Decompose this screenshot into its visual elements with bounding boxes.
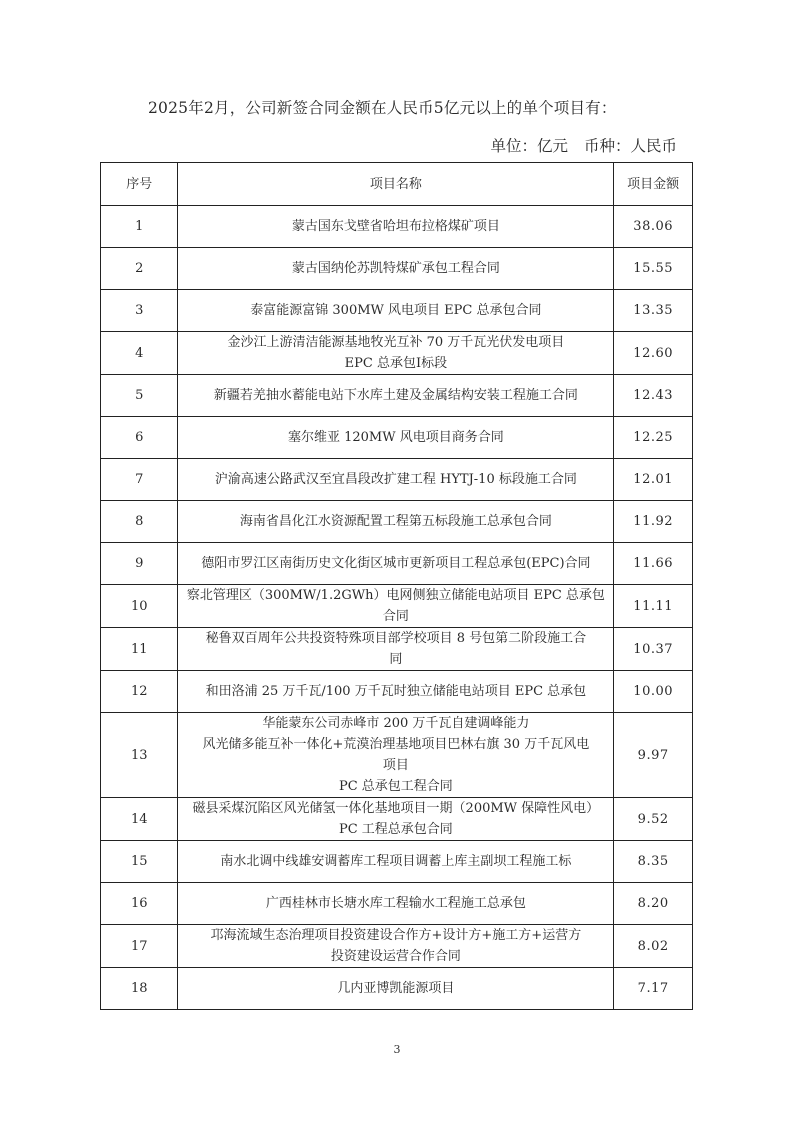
row-project-name bbox=[178, 248, 614, 290]
table-row bbox=[101, 206, 693, 248]
row-project-amount: 10.37 bbox=[614, 628, 693, 671]
project-name-line: 德阳市罗江区南街历史文化街区城市更新项目工程总承包(EPC)合同 bbox=[201, 556, 591, 571]
row-project-name bbox=[178, 417, 614, 459]
unit-note bbox=[490, 134, 677, 156]
row-project-name bbox=[178, 290, 614, 332]
table-row bbox=[101, 798, 693, 841]
row-project-name bbox=[178, 628, 614, 671]
table-row bbox=[101, 925, 693, 968]
project-name-line: 秘鲁双百周年公共投资特殊项目部学校项目 8 号包第二阶段施工合 bbox=[205, 631, 587, 646]
table-row bbox=[101, 713, 693, 798]
row-project-amount: 9.97 bbox=[614, 713, 693, 798]
project-name-line: 磁县采煤沉陷区风光储氢一体化基地项目一期（200MW 保障性风电） bbox=[192, 801, 600, 816]
row-serial: 5 bbox=[101, 375, 178, 417]
table-row bbox=[101, 883, 693, 925]
table-row bbox=[101, 375, 693, 417]
project-name-line: 沪渝高速公路武汉至宜昌段改扩建工程 HYTJ-10 标段施工合同 bbox=[214, 472, 577, 487]
row-project-name bbox=[178, 501, 614, 543]
row-project-amount: 38.06 bbox=[614, 206, 693, 248]
project-name-line: 泰富能源富锦 300MW 风电项目 EPC 总承包合同 bbox=[250, 303, 542, 318]
project-name-line: 和田洛浦 25 万千瓦/100 万千瓦时独立储能电站项目 EPC 总承包 bbox=[205, 684, 587, 699]
row-serial: 17 bbox=[101, 925, 178, 968]
row-project-amount: 15.55 bbox=[614, 248, 693, 290]
row-serial: 16 bbox=[101, 883, 178, 925]
row-project-amount: 11.66 bbox=[614, 543, 693, 585]
row-project-amount: 12.25 bbox=[614, 417, 693, 459]
table-row bbox=[101, 417, 693, 459]
row-project-amount: 11.92 bbox=[614, 501, 693, 543]
row-serial: 18 bbox=[101, 968, 178, 1010]
row-serial: 10 bbox=[101, 585, 178, 628]
project-name-line: 南水北调中线雄安调蓄库工程项目调蓄上库主副坝工程施工标 bbox=[220, 854, 572, 869]
row-project-amount: 13.35 bbox=[614, 290, 693, 332]
project-name-line: 邛海流域生态治理项目投资建设合作方+设计方+施工方+运营方 bbox=[210, 928, 582, 943]
project-name-line: 金沙江上游清洁能源基地牧光互补 70 万千瓦光伏发电项目 bbox=[227, 335, 565, 350]
row-serial: 3 bbox=[101, 290, 178, 332]
table-row bbox=[101, 290, 693, 332]
row-project-amount: 8.02 bbox=[614, 925, 693, 968]
table-row bbox=[101, 459, 693, 501]
row-serial: 6 bbox=[101, 417, 178, 459]
project-name-line: 塞尔维亚 120MW 风电项目商务合同 bbox=[287, 430, 504, 445]
table-row bbox=[101, 841, 693, 883]
row-project-name bbox=[178, 585, 614, 628]
row-project-name bbox=[178, 883, 614, 925]
row-project-name bbox=[178, 925, 614, 968]
table-row bbox=[101, 543, 693, 585]
contracts-table bbox=[100, 162, 693, 1010]
row-serial: 7 bbox=[101, 459, 178, 501]
row-project-name bbox=[178, 459, 614, 501]
project-name-line: 风光储多能互补一体化+荒漠治理基地项目巴林右旗 30 万千瓦风电 bbox=[202, 737, 590, 752]
table-row bbox=[101, 585, 693, 628]
row-serial: 14 bbox=[101, 798, 178, 841]
project-name-line: 几内亚博凯能源项目 bbox=[337, 981, 455, 996]
row-project-amount: 12.60 bbox=[614, 332, 693, 375]
row-serial: 11 bbox=[101, 628, 178, 671]
table-body bbox=[101, 206, 693, 1010]
row-project-amount: 8.20 bbox=[614, 883, 693, 925]
row-project-name bbox=[178, 671, 614, 713]
project-name-line: PC 总承包工程合同 bbox=[338, 779, 453, 794]
currency-label: 币种：人民币 bbox=[583, 137, 677, 155]
project-name-line: 新疆若羌抽水蓄能电站下水库土建及金属结构安装工程施工合同 bbox=[213, 388, 578, 403]
row-serial: 2 bbox=[101, 248, 178, 290]
project-name-line: 项目 bbox=[382, 758, 409, 773]
unit-label: 单位：亿元 bbox=[490, 137, 568, 155]
table-header-row bbox=[101, 163, 693, 206]
row-serial: 8 bbox=[101, 501, 178, 543]
row-serial: 4 bbox=[101, 332, 178, 375]
row-project-name bbox=[178, 332, 614, 375]
project-name-line: 广西桂林市长塘水库工程输水工程施工总承包 bbox=[265, 896, 526, 911]
project-name-line: 察北管理区（300MW/1.2GWh）电网侧独立储能电站项目 EPC 总承包 bbox=[186, 588, 605, 603]
project-name-line: 合同 bbox=[382, 609, 409, 624]
row-project-name bbox=[178, 798, 614, 841]
row-project-amount: 12.01 bbox=[614, 459, 693, 501]
page-number: 3 bbox=[393, 1043, 401, 1056]
row-serial: 1 bbox=[101, 206, 178, 248]
row-project-name bbox=[178, 968, 614, 1010]
row-project-amount: 12.43 bbox=[614, 375, 693, 417]
table-row bbox=[101, 332, 693, 375]
row-project-name bbox=[178, 206, 614, 248]
row-project-name bbox=[178, 375, 614, 417]
project-name-line: 蒙古国东戈壁省哈坦布拉格煤矿项目 bbox=[291, 219, 500, 234]
row-project-amount: 10.00 bbox=[614, 671, 693, 713]
row-serial: 15 bbox=[101, 841, 178, 883]
project-name-line: PC 工程总承包合同 bbox=[338, 822, 453, 837]
header-project-amount: 项目金额 bbox=[614, 163, 693, 206]
row-project-name bbox=[178, 713, 614, 798]
row-project-amount: 9.52 bbox=[614, 798, 693, 841]
row-project-name bbox=[178, 543, 614, 585]
row-project-amount: 8.35 bbox=[614, 841, 693, 883]
table-row bbox=[101, 671, 693, 713]
project-name-line: 海南省昌化江水资源配置工程第五标段施工总承包合同 bbox=[239, 514, 552, 529]
project-name-line: EPC 总承包Ⅰ标段 bbox=[344, 356, 448, 371]
row-serial: 9 bbox=[101, 543, 178, 585]
project-name-line: 蒙古国纳伦苏凯特煤矿承包工程合同 bbox=[291, 261, 500, 276]
row-serial: 12 bbox=[101, 671, 178, 713]
project-name-line: 华能蒙东公司赤峰市 200 万千瓦自建调峰能力 bbox=[262, 716, 530, 731]
project-name-line: 投资建设运营合作合同 bbox=[330, 949, 461, 964]
table-row bbox=[101, 968, 693, 1010]
header-serial: 序号 bbox=[101, 163, 178, 206]
header-project-name: 项目名称 bbox=[178, 163, 614, 206]
table-row bbox=[101, 501, 693, 543]
row-project-amount: 11.11 bbox=[614, 585, 693, 628]
table-row bbox=[101, 248, 693, 290]
table-row bbox=[101, 628, 693, 671]
intro-paragraph: 2025年2月，公司新签合同金额在人民币5亿元以上的单个项目有： bbox=[148, 99, 617, 117]
row-project-name bbox=[178, 841, 614, 883]
row-serial: 13 bbox=[101, 713, 178, 798]
project-name-line: 同 bbox=[389, 652, 403, 667]
row-project-amount: 7.17 bbox=[614, 968, 693, 1010]
